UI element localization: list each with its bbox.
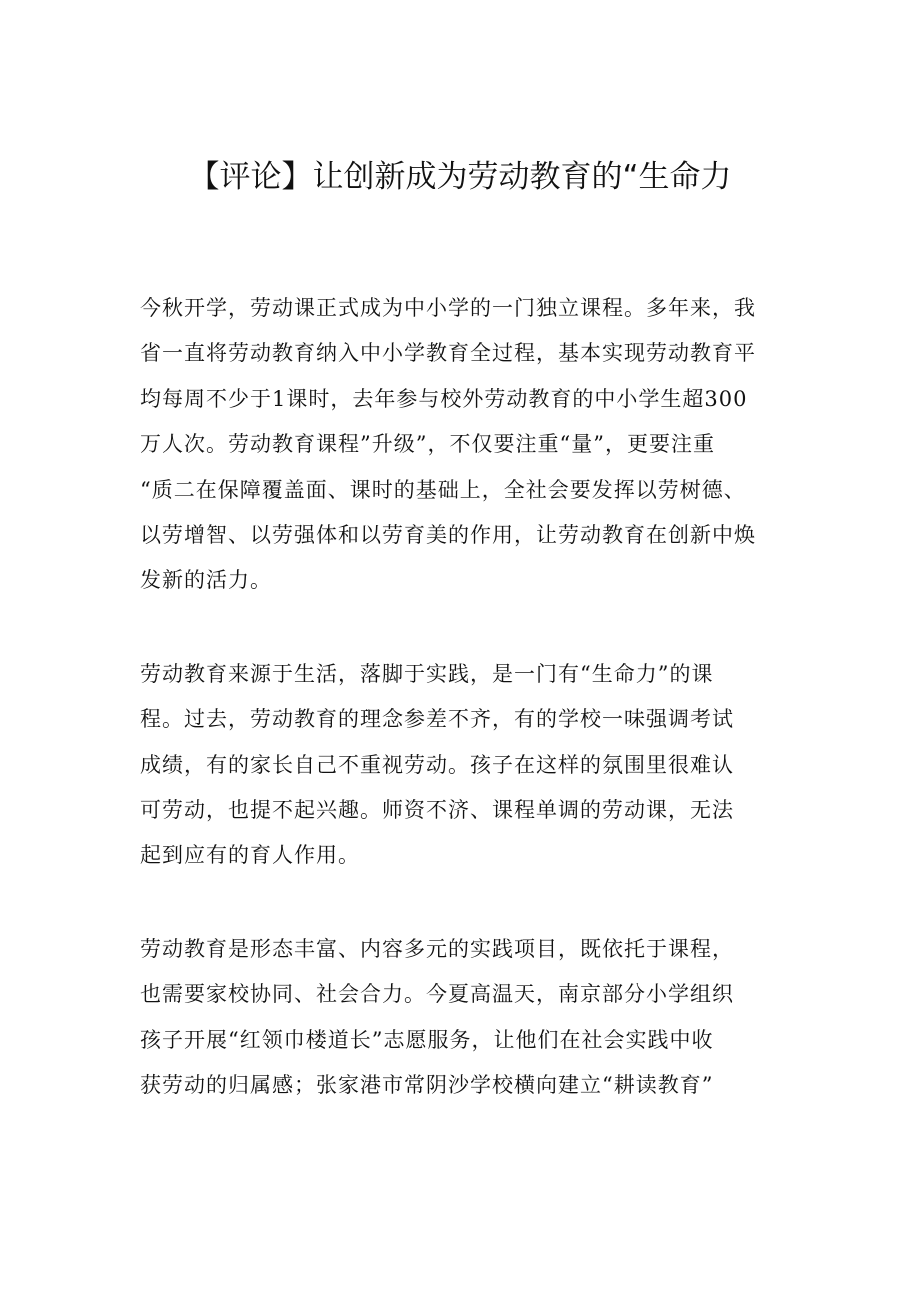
document-body xyxy=(140,286,800,1109)
paragraph-spacer xyxy=(140,604,800,652)
paragraph-line: 今秋开学，劳动课正式成为中小学的一门独立课程。多年来，我 xyxy=(140,296,756,320)
paragraph-line: 以劳增智、以劳强体和以劳育美的作用，让劳动教育在创新中焕 xyxy=(140,523,756,548)
paragraph-line: 成绩，有的家长自己不重视劳动。孩子在这样的氛围里很难认 xyxy=(140,752,734,777)
paragraph-line: 发新的活力。 xyxy=(140,568,272,593)
paragraph-3 xyxy=(140,927,800,1109)
paragraph-line: 均每周不少于1课时，去年参与校外劳动教育的中小学生超300 xyxy=(140,386,748,411)
paragraph-spacer xyxy=(140,879,800,927)
paragraph-line: 省一直将劳动教育纳入中小学教育全过程，基本实现劳动教育平 xyxy=(140,341,756,366)
paragraph-line: 也需要家校协同、社会合力。今夏高温天，南京部分小学组织 xyxy=(140,982,734,1007)
paragraph-1 xyxy=(140,286,800,604)
paragraph-2 xyxy=(140,652,800,879)
paragraph-line: 万人次。劳动教育课程”升级”，不仅要注重“量”，更要注重 xyxy=(140,432,715,457)
paragraph-line: 获劳动的归属感；张家港市常阴沙学校横向建立“耕读教育” xyxy=(140,1073,714,1098)
paragraph-line: “质二在保障覆盖面、课时的基础上，全社会要发挥以劳树德、 xyxy=(140,477,746,502)
paragraph-line: 可劳动，也提不起兴趣。师资不济、课程单调的劳动课，无法 xyxy=(140,798,734,823)
paragraph-line: 劳动教育来源于生活，落脚于实践，是一门有“生命力”的课 xyxy=(140,661,714,686)
paragraph-line: 劳动教育是形态丰富、内容多元的实践项目，既依托于课程， xyxy=(140,936,734,961)
paragraph-line: 起到应有的育人作用。 xyxy=(140,843,360,868)
document-title: 【评论】让创新成为劳动教育的“生命力 xyxy=(188,159,732,195)
paragraph-line: 程。过去，劳动教育的理念参差不齐，有的学校一味强调考试 xyxy=(140,707,734,732)
paragraph-line: 孩子开展“红领巾楼道长”志愿服务，让他们在社会实践中收 xyxy=(140,1027,714,1052)
